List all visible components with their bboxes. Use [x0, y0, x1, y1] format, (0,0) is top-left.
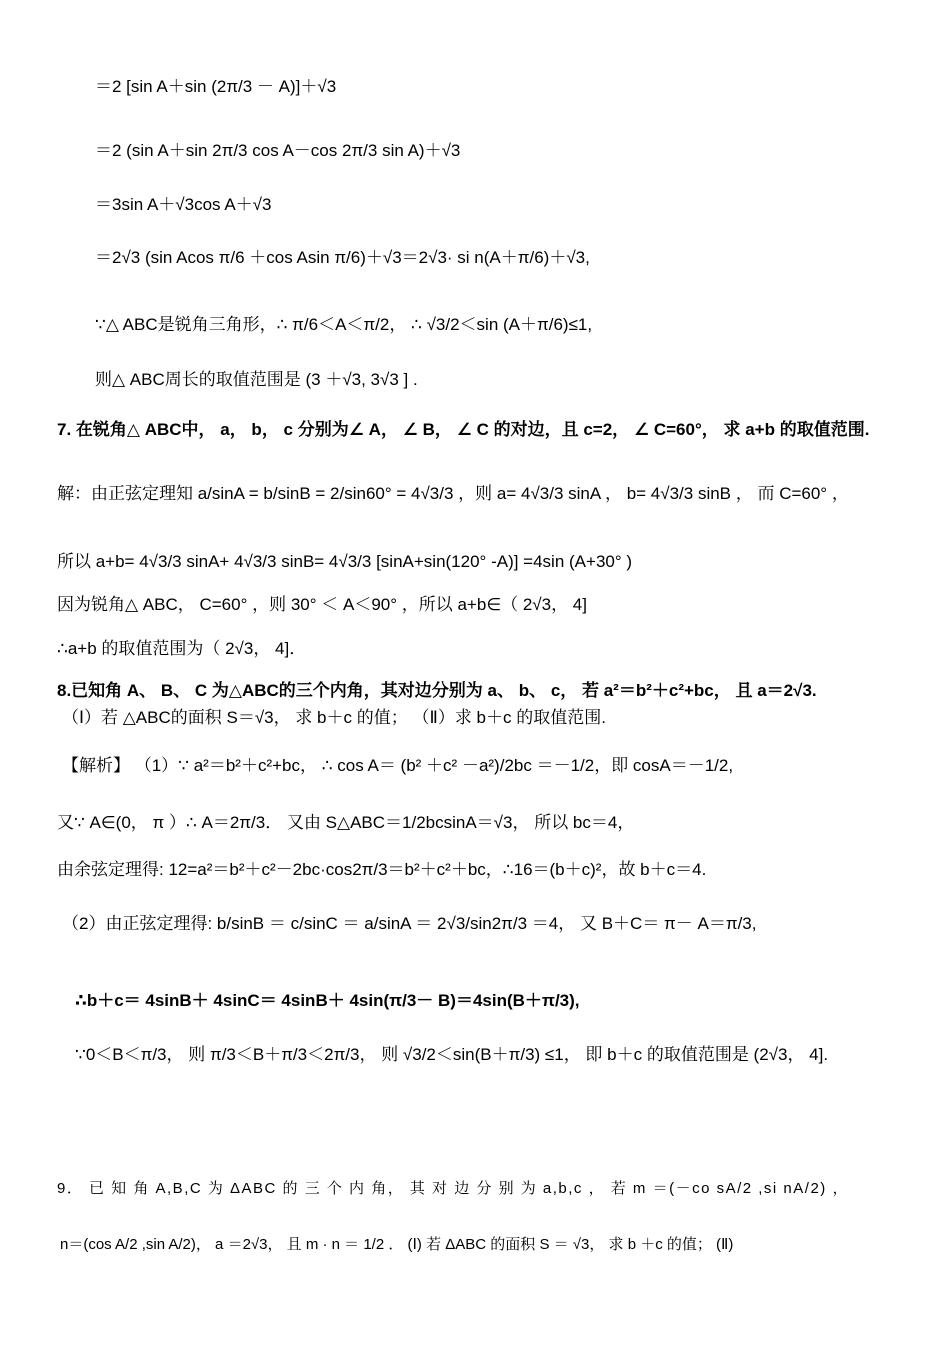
derivation-line-2: ＝2 (sin A＋sin 2π/3 cos A－cos 2π/3 sin A)＋√3: [95, 141, 461, 160]
problem-9-statement-1: 9． 已 知 角 A,B,C 为 ΔABC 的 三 个 内 角， 其 对 边 分 别 为 a,b,c ， 若 m ＝(－co sA/2 ,si nA/2) ，: [57, 1180, 849, 1197]
problem-9-statement-2: n＝(cos A/2 ,sin A/2)， a ＝2√3， 且 m · n ＝ 1/2 ． (Ⅰ) 若 ΔABC 的面积 S ＝ √3， 求 b ＋c 的值； (Ⅱ): [60, 1236, 734, 1253]
problem-8-statement-1: 8.已知角 A、 B、 C 为△ABC的三个内角，其对边分别为 a、 b、 c， 若 a²＝b²＋c²+bc， 且 a＝2√3.: [57, 681, 817, 700]
problem-8-solution-5: ∴b＋c＝ 4sinB＋ 4sinC＝ 4sinB＋ 4sin(π/3－ B)＝4sin(B＋π/3),: [75, 991, 580, 1010]
problem-7-statement: 7. 在锐角△ ABC中， a， b， c 分别为∠ A， ∠ B， ∠ C 的对边，且 c=2， ∠ C=60°， 求 a+b 的取值范围.: [57, 420, 870, 439]
problem-7-solution-1: 解：由正弦定理知 a/sinA = b/sinB = 2/sin60° = 4√3/3 ，则 a= 4√3/3 sinA ， b= 4√3/3 sinB ， 而 C=60° ，: [57, 484, 849, 503]
derivation-line-4: ＝2√3 (sin Acos π/6 ＋cos Asin π/6)＋√3＝2√3· si n(A＋π/6)＋√3,: [95, 248, 590, 267]
problem-8-solution-3: 由余弦定理得: 12=a²＝b²＋c²－2bc·cos2π/3＝b²＋c²＋bc，∴16＝(b＋c)²，故 b＋c＝4.: [57, 860, 707, 879]
problem-8-solution-6: ∵0＜B＜π/3， 则 π/3＜B＋π/3＜2π/3， 则 √3/2＜sin(B＋π/3) ≤1， 即 b＋c 的取值范围是 (2√3， 4].: [75, 1045, 829, 1064]
problem-7-solution-2: 所以 a+b= 4√3/3 sinA+ 4√3/3 sinB= 4√3/3 [sinA+sin(120° -A)] =4sin (A+30° ): [57, 552, 633, 571]
problem-8-solution-1: 【解析】 （1）∵ a²＝b²＋c²+bc， ∴ cos A＝ (b² ＋c² －a²)/2bc ＝－1/2，即 cosA＝－1/2,: [62, 756, 734, 775]
problem-8-solution-2: 又∵ A∈(0， π ）∴ A＝2π/3． 又由 S△ABC＝1/2bcsinA＝√3， 所以 bc＝4，: [57, 813, 635, 832]
derivation-line-6: 则△ ABC周长的取值范围是 (3 ＋√3, 3√3 ] .: [95, 370, 418, 389]
problem-7-solution-4: ∴a+b 的取值范围为（ 2√3， 4]．: [57, 639, 307, 658]
problem-8-solution-4: （2）由正弦定理得: b/sinB ＝ c/sinC ＝ a/sinA ＝ 2√3/sin2π/3 ＝4， 又 B＋C＝ π－ A＝π/3,: [62, 914, 757, 933]
derivation-line-3: ＝3sin A＋√3cos A＋√3: [95, 195, 272, 214]
derivation-line-1: ＝2 [sin A＋sin (2π/3 － A)]＋√3: [95, 77, 337, 96]
problem-7-solution-3: 因为锐角△ ABC， C=60° ，则 30° ＜ A＜90° ，所以 a+b∈（ 2√3， 4]: [57, 595, 587, 614]
problem-8-statement-2: （Ⅰ）若 △ABC的面积 S＝√3， 求 b＋c 的值； （Ⅱ）求 b＋c 的取值范围.: [62, 708, 606, 727]
derivation-line-5: ∵△ ABC是锐角三角形，∴ π/6＜A＜π/2， ∴ √3/2＜sin (A＋π/6)≤1,: [95, 315, 593, 334]
